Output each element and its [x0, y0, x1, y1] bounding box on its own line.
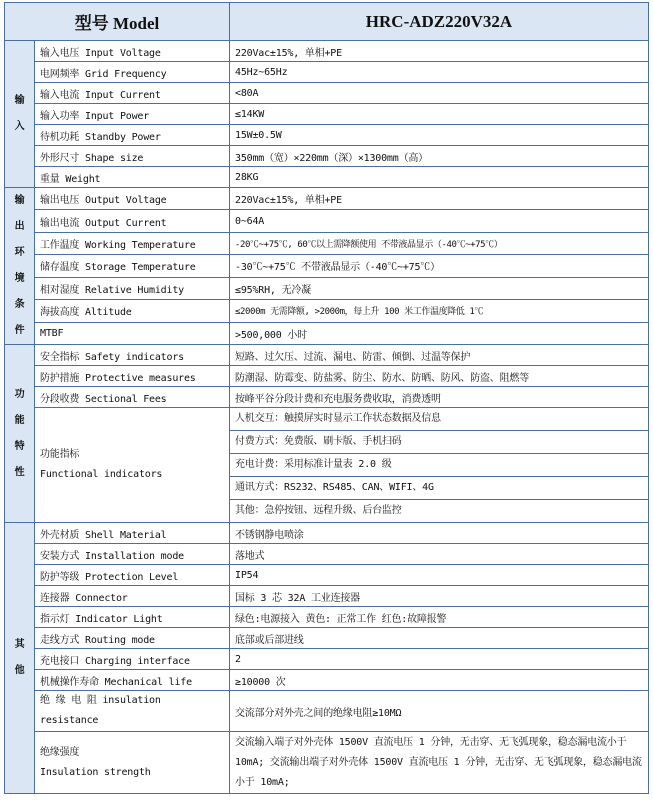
table-row [5, 167, 649, 188]
row-label: 重量 Weight [35, 167, 230, 188]
table-row [5, 649, 649, 670]
table-row [5, 300, 649, 322]
row-label: 安全指标 Safety indicators [35, 345, 230, 366]
row-label: MTBF [35, 322, 230, 344]
row-value: 交流输入端子对外壳体 1500V 直流电压 1 分钟，无击穿、无飞弧现象，稳态漏电流小于 10mA; 交流输出端子对外壳体 1500V 直流电压 1 分钟，无击穿、无飞弧现象，稳态漏电流小于 10mA; [230, 732, 649, 794]
row-label: 走线方式 Routing mode [35, 628, 230, 649]
table-row [5, 628, 649, 649]
row-label: 机械操作寿命 Mechanical life [35, 670, 230, 691]
row-value: ≥10000 次 [230, 670, 649, 691]
list-item: 充电计费：采用标准计量表 2.0 级 [230, 454, 648, 477]
row-value: -20℃~+75℃, 60℃以上需降额使用 不带液晶显示（-40℃~+75℃） [230, 232, 649, 254]
table-row [5, 523, 649, 544]
row-value: IP54 [230, 565, 649, 586]
row-label: 相对湿度 Relative Humidity [35, 277, 230, 299]
table-row [5, 565, 649, 586]
list-item: 付费方式：免费版、刷卡版、手机扫码 [230, 431, 648, 454]
row-value: 国标 3 芯 32A 工业连接器 [230, 586, 649, 607]
row-label: 指示灯 Indicator Light [35, 607, 230, 628]
row-label: 输入电流 Input Current [35, 83, 230, 104]
table-row [5, 41, 649, 62]
table-row [5, 345, 649, 366]
row-value: <80A [230, 83, 649, 104]
row-label: 连接器 Connector [35, 586, 230, 607]
header-row [5, 3, 649, 41]
section-other: 其他 [5, 523, 35, 794]
list-item: 人机交互：触摸屏实时显示工作状态数据及信息 [230, 408, 648, 431]
row-label: 充电接口 Charging interface [35, 649, 230, 670]
row-value: 15W±0.5W [230, 125, 649, 146]
row-label: 安装方式 Installation mode [35, 544, 230, 565]
row-value: >500,000 小时 [230, 322, 649, 344]
row-label: 分段收费 Sectional Fees [35, 387, 230, 408]
table-row [5, 255, 649, 277]
row-value: 落地式 [230, 544, 649, 565]
row-label: 防护等级 Protection Level [35, 565, 230, 586]
spec-table [4, 2, 649, 794]
row-value: 不锈钢静电喷涂 [230, 523, 649, 544]
list-item: 通讯方式：RS232、RS485、CAN、WIFI、4G [230, 477, 648, 500]
row-label: 待机功耗 Standby Power [35, 125, 230, 146]
row-value: 底部或后部进线 [230, 628, 649, 649]
table-row [5, 188, 649, 210]
section-function: 功能特性 [5, 345, 35, 523]
table-row [5, 125, 649, 146]
row-value: 220Vac±15%, 单相+PE [230, 41, 649, 62]
row-value: ≤14KW [230, 104, 649, 125]
row-value: 绿色:电源接入 黄色: 正常工作 红色:故障报警 [230, 607, 649, 628]
row-label: 输入功率 Input Power [35, 104, 230, 125]
row-value: 350mm（宽）×220mm（深）×1300mm（高） [230, 146, 649, 167]
row-label: 输出电流 Output Current [35, 210, 230, 232]
functional-row [5, 408, 649, 523]
table-row [5, 146, 649, 167]
table-row [5, 232, 649, 254]
table-row [5, 607, 649, 628]
row-value: 0~64A [230, 210, 649, 232]
row-value: 45Hz~65Hz [230, 62, 649, 83]
table-row [5, 387, 649, 408]
table-row [5, 277, 649, 299]
row-value: -30℃~+75℃ 不带液晶显示（-40℃~+75℃） [230, 255, 649, 277]
row-value: 交流部分对外壳之间的绝缘电阻≥10MΩ [230, 691, 649, 732]
table-row [5, 104, 649, 125]
row-value: 短路、过欠压、过流、漏电、防雷、倾倒、过温等保护 [230, 345, 649, 366]
row-label: 海拔高度 Altitude [35, 300, 230, 322]
model-value: HRC-ADZ220V32A [230, 3, 649, 41]
row-value: ≤95%RH, 无冷凝 [230, 277, 649, 299]
row-label: 外形尺寸 Shape size [35, 146, 230, 167]
table-row [5, 586, 649, 607]
table-row [5, 691, 649, 732]
row-value: 28KG [230, 167, 649, 188]
table-row [5, 732, 649, 794]
section-output-env: 输出环境条件 [5, 188, 35, 345]
row-label: 输入电压 Input Voltage [35, 41, 230, 62]
table-row [5, 544, 649, 565]
insulation-strength-label: 绝缘强度 Insulation strength [35, 732, 230, 794]
row-label: 防护措施 Protective measures [35, 366, 230, 387]
row-label: 输出电压 Output Voltage [35, 188, 230, 210]
list-item: 其他：急停按钮、远程升级、后台监控 [235, 505, 402, 516]
row-value: 2 [230, 649, 649, 670]
row-label: 储存温度 Storage Temperature [35, 255, 230, 277]
row-label: 电网频率 Grid Frequency [35, 62, 230, 83]
section-input: 输入 [5, 41, 35, 188]
row-value: ≤2000m 无需降额, >2000m，每上升 100 米工作温度降低 1℃ [230, 300, 649, 322]
model-label: 型号 Model [5, 3, 230, 41]
row-label: 绝 缘 电 阻 insulation resistance [35, 691, 230, 732]
table-row [5, 322, 649, 344]
row-value: 防潮湿、防霉变、防盐雾、防尘、防水、防晒、防风、防盗、阻燃等 [230, 366, 649, 387]
row-label: 外壳材质 Shell Material [35, 523, 230, 544]
row-label: 工作温度 Working Temperature [35, 232, 230, 254]
row-value: 220Vac±15%, 单相+PE [230, 188, 649, 210]
table-row [5, 62, 649, 83]
table-row [5, 83, 649, 104]
functional-items [230, 408, 649, 523]
table-row [5, 670, 649, 691]
row-value: 按峰平谷分段计费和充电服务费收取，消费透明 [230, 387, 649, 408]
functional-label: 功能指标 Functional indicators [35, 408, 230, 523]
table-row [5, 366, 649, 387]
table-row [5, 210, 649, 232]
